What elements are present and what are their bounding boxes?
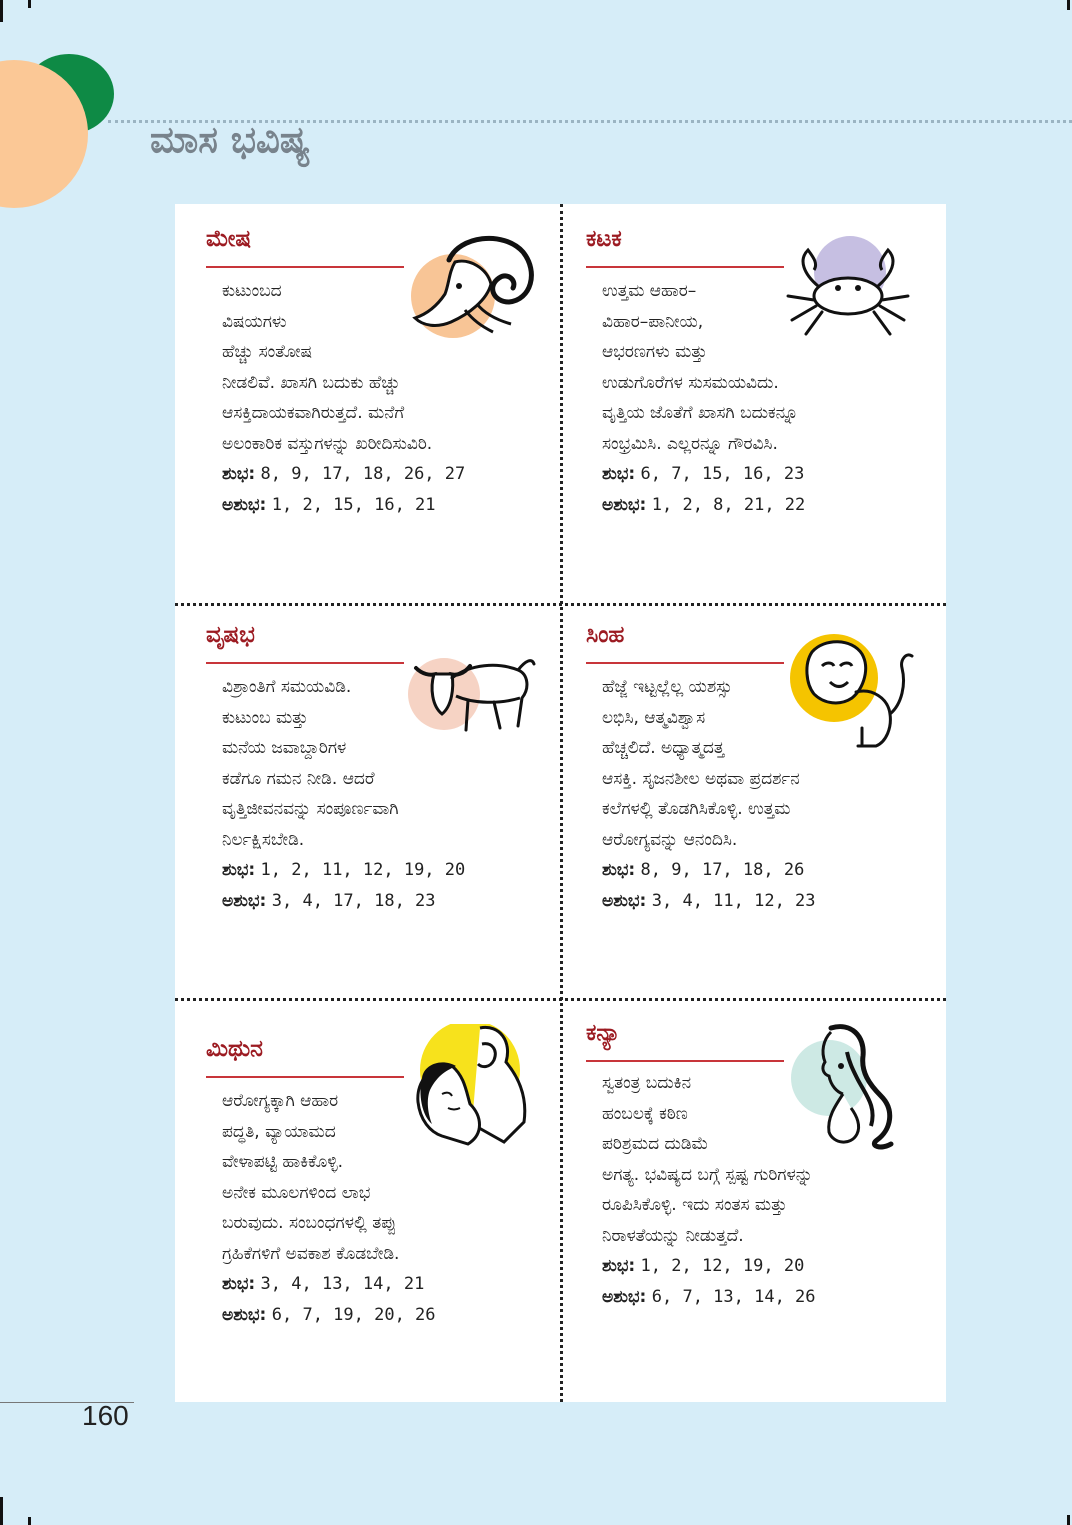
horoscope-panel: [175, 204, 946, 1402]
lucky-label: ಶುಭ:: [602, 464, 636, 484]
crop-mark: [28, 0, 31, 8]
sign-rule: [586, 1060, 784, 1062]
unlucky-numbers: 6, 7, 13, 14, 26: [651, 1286, 816, 1307]
unlucky-dates: [222, 886, 542, 917]
text-line: ಅಗತ್ಯ. ಭವಿಷ್ಯದ ಬಗ್ಗೆ ಸ್ಪಷ್ಟ ಗುರಿಗಳನ್ನು: [602, 1164, 813, 1185]
text-line: ಅನೇಕ ಮೂಲಗಳಿಂದ ಲಾಭ: [222, 1182, 371, 1203]
text-line: ಆಸಕ್ತಿ. ಸೃಜನಶೀಲ ಅಥವಾ ಪ್ರದರ್ಶನ: [602, 768, 800, 789]
sign-rule: [206, 1076, 404, 1078]
text-line: ರೂಪಿಸಿಕೊಳ್ಳಿ. ಇದು ಸಂತಸ ಮತ್ತು: [602, 1195, 787, 1215]
sign-description: [602, 672, 922, 916]
lucky-numbers: 8, 9, 17, 18, 26: [640, 860, 805, 880]
text-line: ವೇಳಾಪಟ್ಟಿ ಹಾಕಿಕೊಳ್ಳಿ.: [222, 1152, 344, 1172]
unlucky-dates: [602, 1282, 922, 1313]
lucky-label: ಶುಭ:: [602, 860, 636, 880]
lucky-label: ಶುಭ:: [602, 1256, 636, 1276]
lucky-numbers: 3, 4, 13, 14, 21: [260, 1274, 425, 1294]
unlucky-label: ಅಶುಭ:: [602, 890, 647, 911]
text-line: ಅಲಂಕಾರಿಕ ವಸ್ತುಗಳನ್ನು ಖರೀದಿಸುವಿರಿ.: [222, 433, 433, 454]
text-line: ಪದ್ಧತಿ, ವ್ಯಾಯಾಮದ: [222, 1121, 336, 1142]
crop-mark: [28, 1517, 31, 1525]
sign-card-mesha: [175, 204, 560, 602]
unlucky-label: ಅಶುಭ:: [222, 494, 267, 515]
unlucky-numbers: 1, 2, 8, 21, 22: [651, 494, 806, 515]
text-line: ಗ್ರಹಿಕೆಗಳಿಗೆ ಅವಕಾಶ ಕೊಡಬೇಡಿ.: [222, 1243, 400, 1264]
lucky-dates: [222, 459, 542, 490]
sign-rule: [586, 266, 784, 268]
lucky-dates: [602, 855, 922, 886]
text-line: ಹಂಬಲಕ್ಕೆ ಕಠಿಣ: [602, 1103, 688, 1124]
text-line: ಕಲೆಗಳಲ್ಲಿ ತೊಡಗಿಸಿಕೊಳ್ಳಿ. ಉತ್ತಮ: [602, 799, 791, 819]
text-line: ಕುಟುಂಬ ಮತ್ತು: [222, 707, 309, 728]
text-line: ಸ್ವತಂತ್ರ ಬದುಕಿನ: [602, 1073, 692, 1093]
text-line: ಹೆಚ್ಚು ಸಂತೋಷ: [222, 342, 313, 362]
text-line: ಬರುವುದು. ಸಂಬಂಧಗಳಲ್ಲಿ ತಪ್ಪು: [222, 1213, 397, 1233]
unlucky-numbers: 1, 2, 15, 16, 21: [271, 494, 436, 515]
sign-name: ಕಟಕ: [586, 226, 622, 252]
sign-description: [222, 276, 542, 520]
text-line: ಉಡುಗೊರೆಗಳ ಸುಸಮಯವಿದು.: [602, 372, 779, 393]
page-title: ಮಾಸ ಭವಿಷ್ಯ: [150, 118, 311, 161]
text-line: ವಿಹಾರ–ಪಾನೀಯ,: [602, 311, 704, 332]
text-line: ಪರಿಶ್ರಮದ ದುಡಿಮೆ: [602, 1134, 709, 1154]
sign-rule: [206, 266, 404, 268]
lucky-dates: [222, 855, 542, 886]
unlucky-label: ಅಶುಭ:: [602, 494, 647, 515]
text-line: ಮನೆಯ ಜವಾಬ್ದಾರಿಗಳ: [222, 738, 347, 758]
text-line: ಲಭಿಸಿ, ಆತ್ಮವಿಶ್ವಾಸ: [602, 707, 706, 728]
sign-name: ವೃಷಭ: [206, 622, 255, 648]
sign-description: [222, 672, 542, 916]
unlucky-label: ಅಶುಭ:: [222, 890, 267, 911]
sign-description: [602, 1068, 922, 1312]
text-line: ವೃತ್ತಿಜೀವನವನ್ನು ಸಂಪೂರ್ಣವಾಗಿ: [222, 799, 399, 819]
sign-description: [602, 276, 922, 520]
sign-card-simha: [561, 604, 946, 1002]
sign-rule: [206, 662, 404, 664]
lucky-numbers: 1, 2, 12, 19, 20: [640, 1256, 805, 1276]
unlucky-numbers: 3, 4, 11, 12, 23: [651, 890, 816, 911]
sign-description: [222, 1086, 542, 1330]
sign-card-vrishabha: [175, 604, 560, 1002]
lucky-dates: [602, 459, 922, 490]
text-line: ಸಂಭ್ರಮಿಸಿ. ಎಲ್ಲರನ್ನೂ ಗೌರವಿಸಿ.: [602, 433, 778, 454]
sign-card-kanya: [561, 1000, 946, 1398]
crop-mark: [0, 0, 3, 22]
text-line: ನಿರಾಳತೆಯನ್ನು ನೀಡುತ್ತದೆ.: [602, 1225, 744, 1246]
text-line: ಆಸಕ್ತಿದಾಯಕವಾಗಿರುತ್ತದೆ. ಮನೆಗೆ: [222, 403, 405, 423]
crop-mark: [0, 1497, 3, 1525]
unlucky-numbers: 6, 7, 19, 20, 26: [271, 1304, 436, 1325]
crop-mark: [1067, 0, 1070, 10]
text-line: ನಿರ್ಲಕ್ಷಿಸಬೇಡಿ.: [222, 829, 305, 850]
crop-mark: [1067, 1515, 1070, 1525]
text-line: ನೀಡಲಿವೆ. ಖಾಸಗಿ ಬದುಕು ಹೆಚ್ಚು: [222, 372, 401, 393]
unlucky-numbers: 3, 4, 17, 18, 23: [271, 890, 436, 911]
text-line: ಕಡೆಗೂ ಗಮನ ನೀಡಿ. ಆದರೆ: [222, 768, 375, 789]
lucky-numbers: 8, 9, 17, 18, 26, 27: [260, 464, 466, 484]
lucky-label: ಶುಭ:: [222, 1274, 256, 1294]
sign-card-kataka: [561, 204, 946, 602]
unlucky-label: ಅಶುಭ:: [222, 1304, 267, 1325]
text-line: ವಿಶ್ರಾಂತಿಗೆ ಸಮಯವಿಡಿ.: [222, 677, 352, 697]
sign-rule: [586, 662, 784, 664]
unlucky-dates: [222, 1300, 542, 1331]
page-number: 160: [82, 1400, 129, 1431]
lucky-numbers: 6, 7, 15, 16, 23: [640, 464, 805, 484]
text-line: ವಿಷಯಗಳು: [222, 311, 287, 332]
unlucky-label: ಅಶುಭ:: [602, 1286, 647, 1307]
text-line: ಕುಟುಂಬದ: [222, 281, 282, 301]
lucky-dates: [222, 1269, 542, 1300]
sign-card-mithuna: [175, 1000, 560, 1398]
text-line: ಹೆಚ್ಚಲಿದೆ. ಅಧ್ಯಾತ್ಮದತ್ತ: [602, 738, 725, 758]
text-line: ಆರೋಗ್ಯಕ್ಕಾಗಿ ಆಹಾರ: [222, 1091, 339, 1111]
sign-name: ಕನ್ಯಾ: [586, 1020, 621, 1046]
sign-name: ಸಿಂಹ: [586, 622, 625, 648]
sign-name: ಮಿಥುನ: [206, 1036, 263, 1062]
lucky-label: ಶುಭ:: [222, 860, 256, 880]
text-line: ಉತ್ತಮ ಆಹಾರ–: [602, 281, 697, 301]
sign-name: ಮೇಷ: [206, 226, 252, 252]
lucky-dates: [602, 1251, 922, 1282]
unlucky-dates: [602, 886, 922, 917]
unlucky-dates: [222, 490, 542, 521]
text-line: ವೃತ್ತಿಯ ಜೊತೆಗೆ ಖಾಸಗಿ ಬದುಕನ್ನೂ: [602, 403, 799, 423]
text-line: ಆರೋಗ್ಯವನ್ನು ಆನಂದಿಸಿ.: [602, 829, 738, 850]
lucky-numbers: 1, 2, 11, 12, 19, 20: [260, 860, 466, 880]
unlucky-dates: [602, 490, 922, 521]
lucky-label: ಶುಭ:: [222, 464, 256, 484]
text-line: ಹೆಜ್ಜೆ ಇಟ್ಟಲ್ಲೆಲ್ಲ ಯಶಸ್ಸು: [602, 677, 733, 697]
text-line: ಆಭರಣಗಳು ಮತ್ತು: [602, 342, 708, 362]
